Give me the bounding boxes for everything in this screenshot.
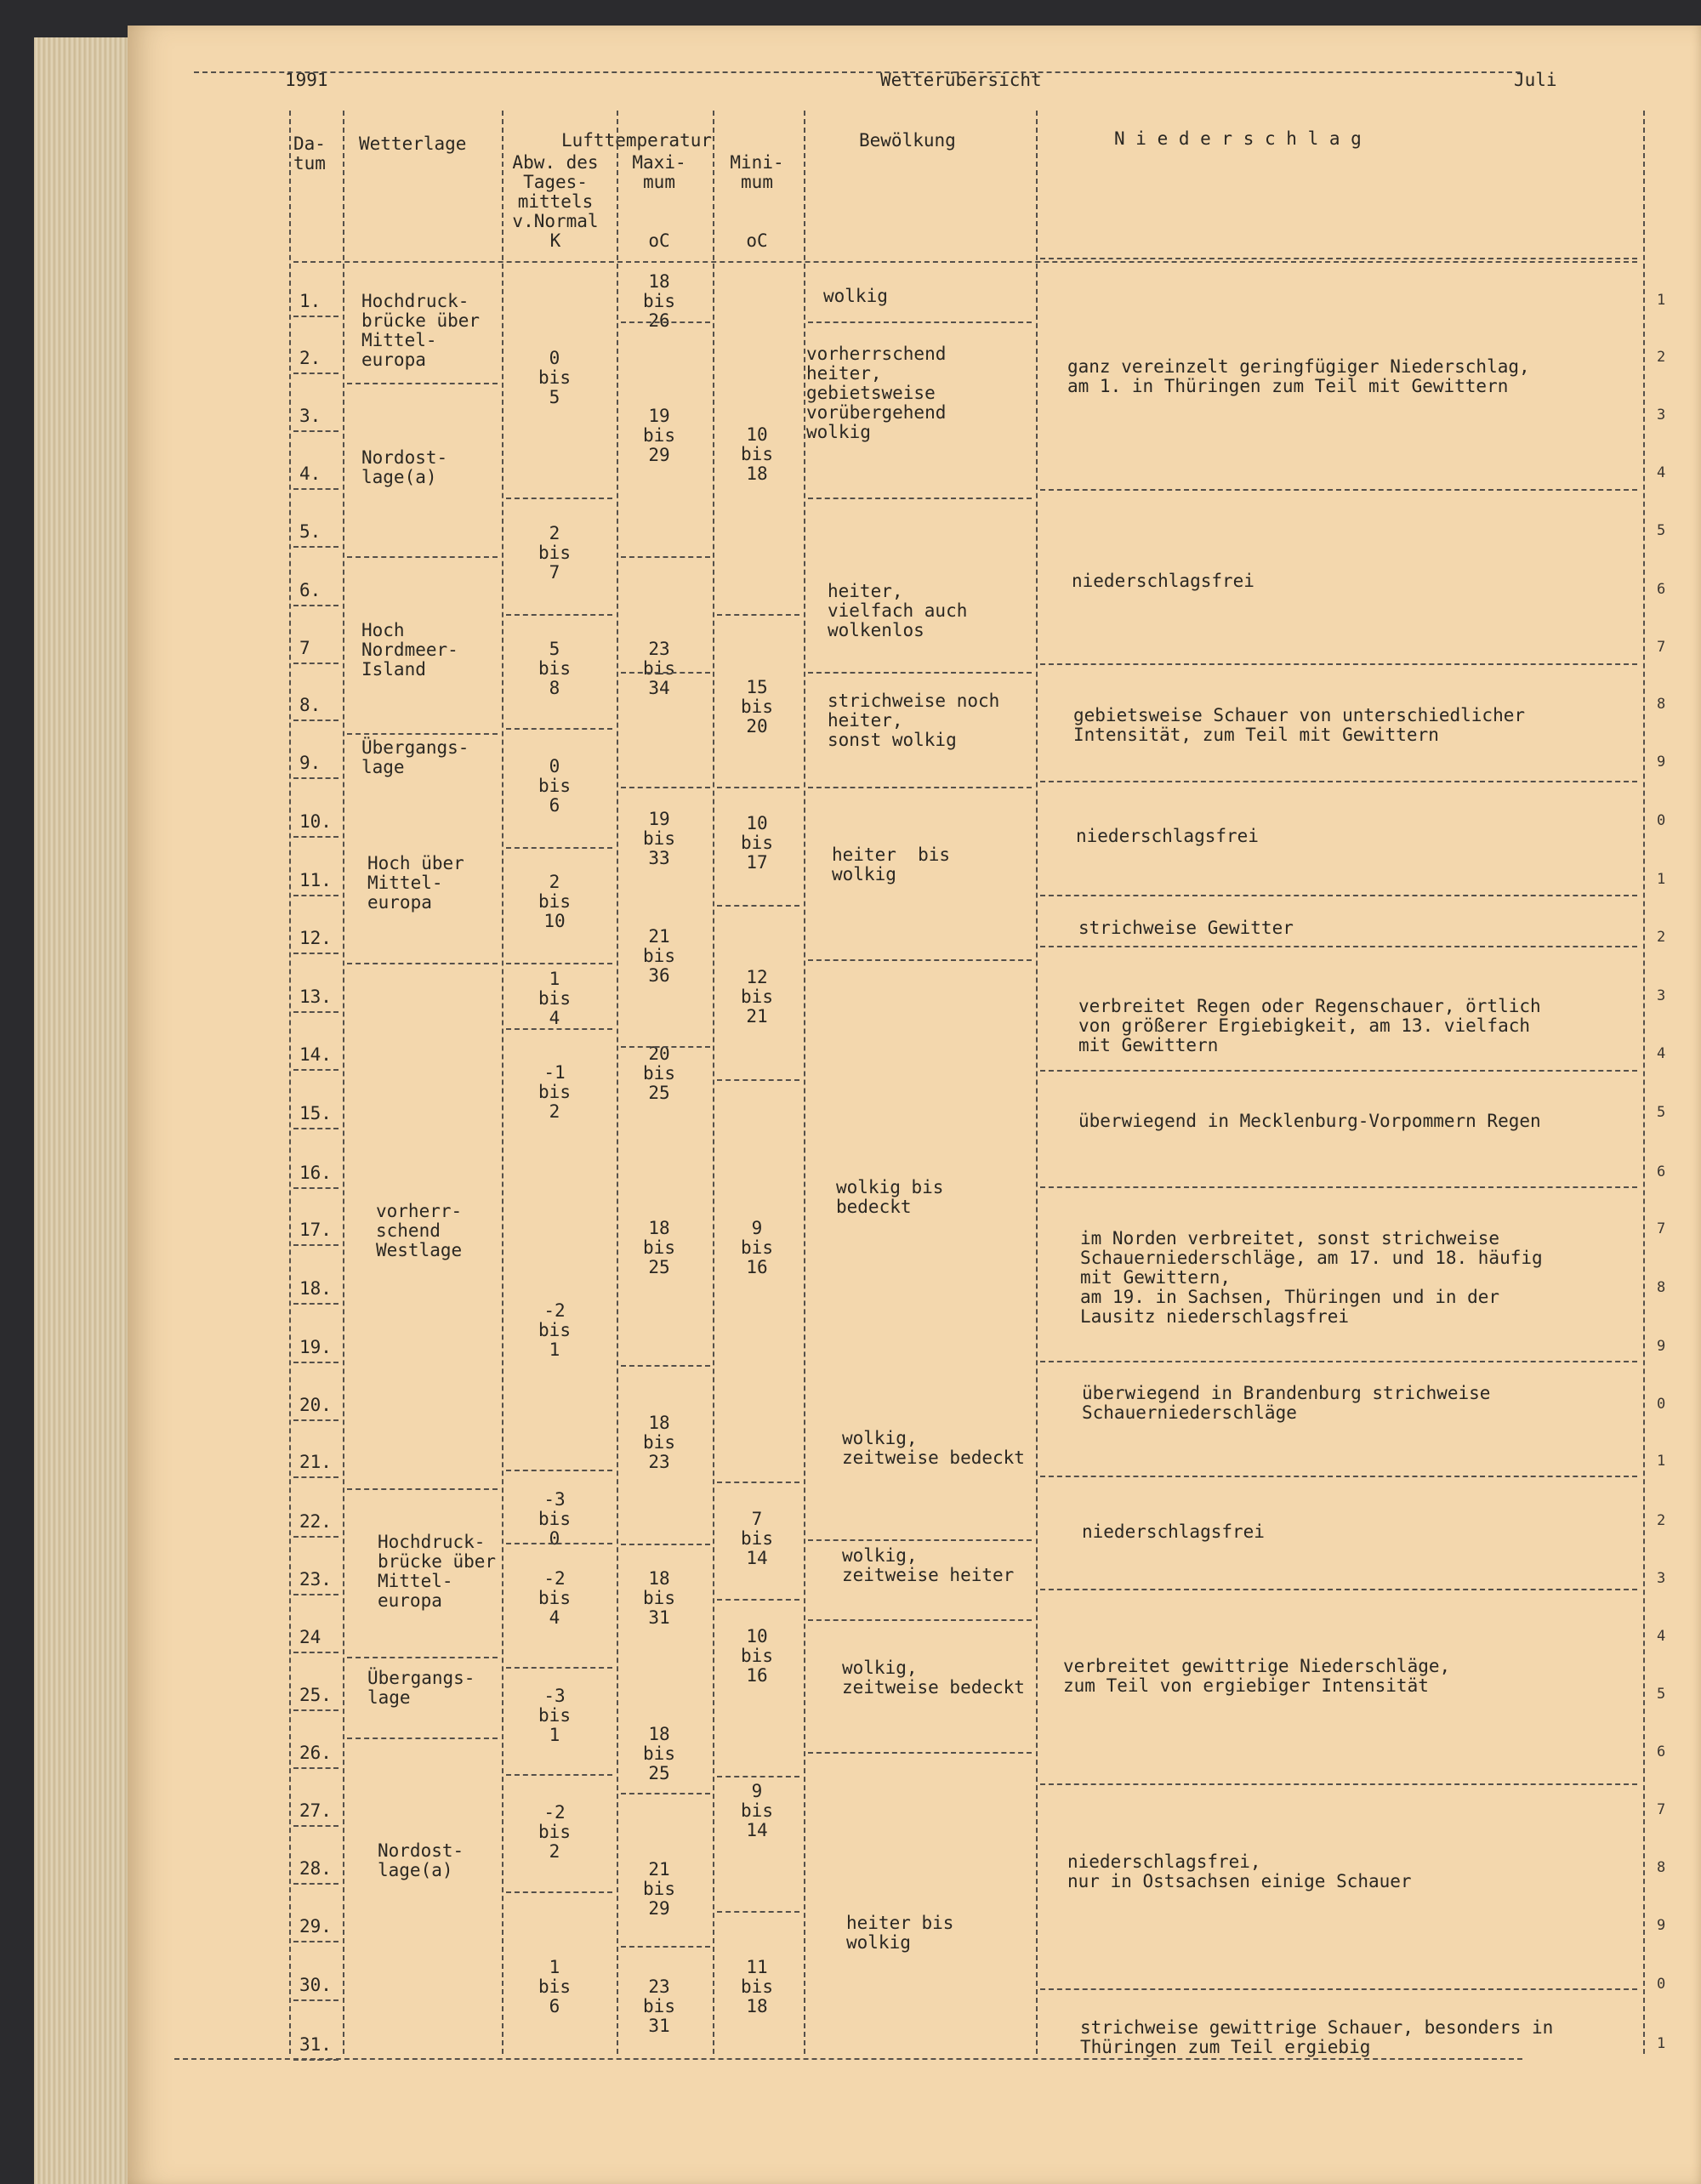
header-niederschlag: N i e d e r s c h l a g — [1114, 128, 1362, 149]
maximum-cell: 18 bis 25 — [643, 1218, 675, 1277]
header-title: Wetterübersicht — [880, 70, 1042, 90]
table-top-rule — [194, 71, 1521, 73]
grid-hline — [293, 1594, 338, 1595]
minimum-cell: 10 bis 18 — [741, 424, 773, 484]
header-unit-min: oC — [746, 230, 768, 251]
wetterlage-cell: Übergangs- lage — [361, 737, 469, 777]
grid-hline — [808, 672, 1032, 674]
table-bottom-rule — [174, 2058, 1522, 2060]
abweichung-cell: 5 bis 8 — [538, 639, 571, 698]
grid-hline — [293, 605, 338, 606]
grid-hline — [717, 614, 799, 616]
grid-hline — [808, 787, 1032, 788]
grid-hline — [621, 1046, 710, 1048]
grid-hline — [506, 847, 612, 849]
margin-mark: 2 — [1657, 349, 1666, 366]
grid-hline — [621, 672, 710, 674]
grid-hline — [293, 1941, 338, 1942]
day-label: 24 — [299, 1627, 321, 1647]
day-label: 2. — [299, 348, 321, 368]
maximum-cell: 18 bis 25 — [643, 1724, 675, 1783]
margin-mark: 8 — [1657, 1859, 1666, 1876]
grid-vline — [804, 111, 805, 2054]
day-label: 1. — [299, 291, 321, 311]
grid-hline — [347, 556, 498, 558]
day-label: 8. — [299, 695, 321, 715]
day-label: 4. — [299, 464, 321, 484]
niederschlag-cell: niederschlagsfrei, nur in Ostsachsen einige Schauer — [1067, 1851, 1412, 1891]
wetterlage-cell: Hoch Nordmeer- Island — [361, 620, 458, 680]
niederschlag-cell: im Norden verbreitet, sonst strichweise Schauerniederschläge, am 17. und 18. häufig mit Gewittern, am 19. in Sachsen, Thüringen und in der Lausitz niederschlagsfrei — [1080, 1228, 1543, 1327]
grid-hline — [506, 728, 612, 730]
maximum-cell: 21 bis 36 — [643, 926, 675, 986]
niederschlag-cell: verbreitet Regen oder Regenschauer, örtlich von größerer Ergiebigkeit, am 13. vielfach mit Gewittern — [1078, 996, 1541, 1055]
maximum-cell: 23 bis 34 — [643, 639, 675, 698]
grid-hline — [621, 556, 710, 558]
bewoelkung-cell: vorherrschend heiter, gebietsweise vorübergehend wolkig — [806, 344, 947, 442]
grid-hline — [293, 373, 338, 374]
abweichung-cell: 2 bis 10 — [538, 872, 571, 931]
wetterlage-cell: Hoch über Mittel- europa — [367, 853, 464, 913]
maximum-cell: 19 bis 29 — [643, 406, 675, 465]
grid-hline — [808, 959, 1032, 961]
grid-hline — [1040, 1589, 1637, 1590]
grid-hline — [506, 1543, 612, 1544]
header-abweichung: Abw. des Tages- mittels v.Normal K — [512, 152, 599, 251]
grid-hline — [717, 1482, 799, 1483]
margin-mark: 3 — [1657, 1570, 1666, 1587]
bewoelkung-cell: heiter, vielfach auch wolkenlos — [828, 581, 968, 640]
day-label: 29. — [299, 1916, 332, 1937]
day-label: 30. — [299, 1975, 332, 1995]
abweichung-cell: 0 bis 5 — [538, 348, 571, 407]
grid-vline — [617, 111, 618, 2054]
grid-hline — [293, 836, 338, 838]
grid-hline — [293, 2059, 338, 2061]
header-datum: Da- tum — [293, 134, 326, 173]
abweichung-cell: 1 bis 4 — [538, 969, 571, 1028]
margin-mark: 9 — [1657, 1917, 1666, 1934]
day-label: 17. — [299, 1220, 332, 1240]
grid-hline — [293, 663, 338, 664]
margin-mark: 0 — [1657, 1976, 1666, 1993]
margin-mark: 6 — [1657, 1163, 1666, 1180]
niederschlag-cell: strichweise Gewitter — [1078, 918, 1294, 938]
day-label: 26. — [299, 1743, 332, 1763]
margin-mark: 1 — [1657, 871, 1666, 888]
margin-mark: 7 — [1657, 639, 1666, 656]
niederschlag-cell: verbreitet gewittrige Niederschläge, zum Teil von ergiebiger Intensität — [1063, 1656, 1451, 1696]
bewoelkung-cell: heiter bis wolkig — [832, 845, 951, 884]
margin-mark: 8 — [1657, 696, 1666, 713]
margin-mark: 1 — [1657, 2035, 1666, 2052]
niederschlag-cell: niederschlagsfrei — [1076, 826, 1259, 846]
day-label: 20. — [299, 1395, 332, 1415]
abweichung-cell: 2 bis 7 — [538, 523, 571, 583]
margin-mark: 6 — [1657, 581, 1666, 598]
day-label: 15. — [299, 1103, 332, 1123]
grid-hline — [293, 430, 338, 432]
margin-mark: 7 — [1657, 1220, 1666, 1237]
header-bewoelkung: Bewölkung — [859, 130, 956, 151]
grid-hline — [1040, 895, 1637, 896]
wetterlage-cell: Hochdruck- brücke über Mittel- europa — [361, 291, 481, 370]
grid-hline — [506, 1774, 612, 1776]
grid-vline — [502, 111, 503, 2054]
wetterlage-cell: Hochdruck- brücke über Mittel- europa — [378, 1532, 497, 1611]
grid-hline — [506, 614, 612, 616]
grid-hline — [293, 895, 338, 896]
abweichung-cell: -3 bis 0 — [538, 1489, 571, 1549]
grid-hline — [506, 1470, 612, 1471]
grid-hline — [1040, 1070, 1637, 1072]
niederschlag-cell: strichweise gewittrige Schauer, besonders in Thüringen zum Teil ergiebig — [1080, 2017, 1554, 2057]
minimum-cell: 10 bis 16 — [741, 1626, 773, 1686]
grid-vline — [1643, 111, 1645, 2054]
grid-hline — [506, 963, 612, 964]
day-label: 16. — [299, 1163, 332, 1183]
grid-hline — [293, 1999, 338, 2001]
day-label: 21. — [299, 1452, 332, 1472]
grid-hline — [808, 498, 1032, 499]
margin-mark: 5 — [1657, 522, 1666, 539]
margin-mark: 0 — [1657, 1396, 1666, 1413]
day-label: 5. — [299, 521, 321, 542]
grid-hline — [293, 1883, 338, 1885]
grid-hline — [293, 1069, 338, 1071]
margin-mark: 2 — [1657, 1512, 1666, 1529]
grid-hline — [293, 1709, 338, 1711]
abweichung-cell: -3 bis 1 — [538, 1686, 571, 1745]
grid-hline — [347, 383, 498, 384]
niederschlag-cell: überwiegend in Mecklenburg-Vorpommern Regen — [1078, 1111, 1541, 1131]
grid-hline — [506, 1667, 612, 1669]
margin-mark: 5 — [1657, 1104, 1666, 1121]
grid-hline — [293, 1767, 338, 1769]
grid-hline — [293, 1825, 338, 1827]
page-header — [128, 26, 1701, 94]
header-lufttemperatur: Lufttemperatur — [561, 130, 713, 151]
bewoelkung-cell: wolkig, zeitweise bedeckt — [842, 1428, 1025, 1468]
minimum-cell: 10 bis 17 — [741, 813, 773, 873]
grid-hline — [347, 1657, 498, 1658]
maximum-cell: 18 bis 31 — [643, 1568, 675, 1628]
day-label: 12. — [299, 928, 332, 948]
grid-hline — [293, 1652, 338, 1653]
day-label: 13. — [299, 987, 332, 1007]
grid-hline — [808, 1752, 1032, 1754]
margin-mark: 6 — [1657, 1743, 1666, 1760]
grid-hline — [717, 905, 799, 907]
day-label: 18. — [299, 1278, 332, 1299]
day-label: 31. — [299, 2034, 332, 2055]
abweichung-cell: -2 bis 4 — [538, 1568, 571, 1628]
grid-hline — [621, 1793, 710, 1794]
margin-mark: 0 — [1657, 812, 1666, 829]
margin-mark: 1 — [1657, 292, 1666, 309]
day-label: 11. — [299, 870, 332, 890]
grid-hline — [293, 1128, 338, 1129]
day-label: 9. — [299, 753, 321, 773]
grid-hline — [1040, 258, 1637, 259]
grid-hline — [293, 1419, 338, 1421]
day-label: 27. — [299, 1800, 332, 1821]
bewoelkung-cell: heiter bis wolkig — [846, 1913, 954, 1953]
grid-hline — [293, 1187, 338, 1189]
margin-mark: 2 — [1657, 929, 1666, 946]
niederschlag-cell: ganz vereinzelt geringfügiger Niederschlag, am 1. in Thüringen zum Teil mit Gewittern — [1067, 356, 1530, 396]
niederschlag-cell: gebietsweise Schauer von unterschiedlicher Intensität, zum Teil mit Gewittern — [1073, 705, 1526, 745]
niederschlag-cell: überwiegend in Brandenburg strichweise Schauerniederschläge — [1082, 1383, 1491, 1423]
bewoelkung-cell: wolkig, zeitweise heiter — [842, 1545, 1015, 1585]
niederschlag-cell: niederschlagsfrei — [1072, 571, 1254, 591]
margin-mark: 4 — [1657, 1628, 1666, 1645]
grid-hline — [293, 316, 338, 317]
maximum-cell: 18 bis 26 — [643, 271, 675, 331]
day-label: 19. — [299, 1337, 332, 1357]
grid-hline — [293, 546, 338, 548]
minimum-cell: 7 bis 14 — [741, 1509, 773, 1568]
grid-hline — [621, 1544, 710, 1545]
grid-hline — [1040, 663, 1637, 665]
grid-hline — [1040, 1476, 1637, 1477]
header-unit-max: oC — [648, 230, 670, 251]
margin-mark: 3 — [1657, 987, 1666, 1004]
maximum-cell: 20 bis 25 — [643, 1044, 675, 1103]
grid-vline — [289, 111, 291, 2054]
bewoelkung-cell: wolkig — [823, 286, 888, 306]
grid-hline — [506, 1028, 612, 1030]
header-minimum: Mini- mum — [730, 152, 784, 192]
grid-hline — [1040, 1186, 1637, 1188]
margin-mark: 9 — [1657, 754, 1666, 771]
grid-vline — [713, 111, 714, 2054]
minimum-cell: 11 bis 18 — [741, 1957, 773, 2016]
minimum-cell: 9 bis 16 — [741, 1218, 773, 1277]
bewoelkung-cell: wolkig, zeitweise bedeckt — [842, 1658, 1025, 1698]
grid-hline — [621, 321, 710, 323]
abweichung-cell: 0 bis 6 — [538, 756, 571, 816]
grid-hline — [808, 321, 1032, 323]
maximum-cell: 21 bis 29 — [643, 1859, 675, 1919]
grid-hline — [1040, 946, 1637, 947]
grid-hline — [347, 1738, 498, 1739]
grid-hline — [808, 1539, 1032, 1541]
grid-hline — [717, 1079, 799, 1081]
grid-hline — [293, 719, 338, 721]
header-maximum: Maxi- mum — [632, 152, 686, 192]
grid-hline — [293, 1476, 338, 1478]
grid-hline — [347, 733, 498, 735]
maximum-cell: 18 bis 23 — [643, 1413, 675, 1472]
day-label: 28. — [299, 1858, 332, 1879]
grid-hline — [293, 488, 338, 490]
grid-hline — [293, 777, 338, 779]
day-label: 10. — [299, 811, 332, 832]
abweichung-cell: 1 bis 6 — [538, 1957, 571, 2016]
grid-hline — [621, 1946, 710, 1948]
wetterlage-cell: Übergangs- lage — [367, 1668, 475, 1708]
day-label: 14. — [299, 1044, 332, 1065]
margin-mark: 4 — [1657, 464, 1666, 481]
header-wetterlage: Wetterlage — [359, 134, 467, 154]
grid-hline — [347, 1488, 498, 1490]
grid-hline — [293, 1011, 338, 1013]
abweichung-cell: -1 bis 2 — [538, 1062, 571, 1122]
grid-hline — [1040, 781, 1637, 782]
maximum-cell: 23 bis 31 — [643, 1976, 675, 2036]
grid-hline — [506, 1891, 612, 1893]
grid-hline — [1040, 489, 1637, 491]
grid-hline — [1040, 1361, 1637, 1362]
margin-mark: 7 — [1657, 1801, 1666, 1818]
niederschlag-cell: niederschlagsfrei — [1082, 1521, 1265, 1542]
margin-mark: 9 — [1657, 1338, 1666, 1355]
grid-hline — [808, 1619, 1032, 1621]
grid-hline — [293, 953, 338, 954]
grid-hline — [717, 787, 799, 788]
margin-mark: 3 — [1657, 407, 1666, 424]
minimum-cell: 12 bis 21 — [741, 967, 773, 1027]
abweichung-cell: -2 bis 1 — [538, 1300, 571, 1360]
grid-hline — [293, 1362, 338, 1363]
day-label: 23. — [299, 1569, 332, 1590]
bewoelkung-cell: wolkig bis bedeckt — [836, 1177, 944, 1217]
grid-hline — [293, 1303, 338, 1305]
margin-mark: 4 — [1657, 1045, 1666, 1062]
grid-hline — [506, 498, 612, 499]
day-label: 7 — [299, 638, 310, 658]
day-label: 22. — [299, 1511, 332, 1532]
grid-hline — [717, 1776, 799, 1777]
wetterlage-cell: Nordost- lage(a) — [378, 1840, 464, 1880]
header-month: Juli — [1514, 70, 1557, 90]
grid-hline — [621, 787, 710, 788]
grid-hline — [1040, 1783, 1637, 1785]
grid-hline — [717, 1599, 799, 1601]
grid-hline — [347, 963, 498, 964]
grid-hline — [621, 1365, 710, 1367]
grid-hline — [293, 261, 1637, 263]
day-label: 6. — [299, 580, 321, 600]
wetterlage-cell: vorherr- schend Westlage — [376, 1201, 463, 1260]
minimum-cell: 15 bis 20 — [741, 677, 773, 737]
minimum-cell: 9 bis 14 — [741, 1781, 773, 1840]
grid-hline — [717, 1911, 799, 1913]
grid-vline — [343, 111, 344, 2054]
margin-mark: 5 — [1657, 1686, 1666, 1703]
day-label: 25. — [299, 1685, 332, 1705]
bewoelkung-cell: strichweise noch heiter, sonst wolkig — [828, 691, 1000, 750]
grid-hline — [293, 1536, 338, 1538]
wetterlage-cell: Nordost- lage(a) — [361, 447, 448, 487]
day-label: 3. — [299, 406, 321, 426]
abweichung-cell: -2 bis 2 — [538, 1802, 571, 1862]
header-year: 1991 — [285, 70, 328, 90]
margin-mark: 1 — [1657, 1453, 1666, 1470]
maximum-cell: 19 bis 33 — [643, 809, 675, 868]
margin-mark: 8 — [1657, 1279, 1666, 1296]
grid-hline — [1040, 1988, 1637, 1990]
grid-vline — [1036, 111, 1038, 2054]
grid-hline — [293, 1244, 338, 1246]
